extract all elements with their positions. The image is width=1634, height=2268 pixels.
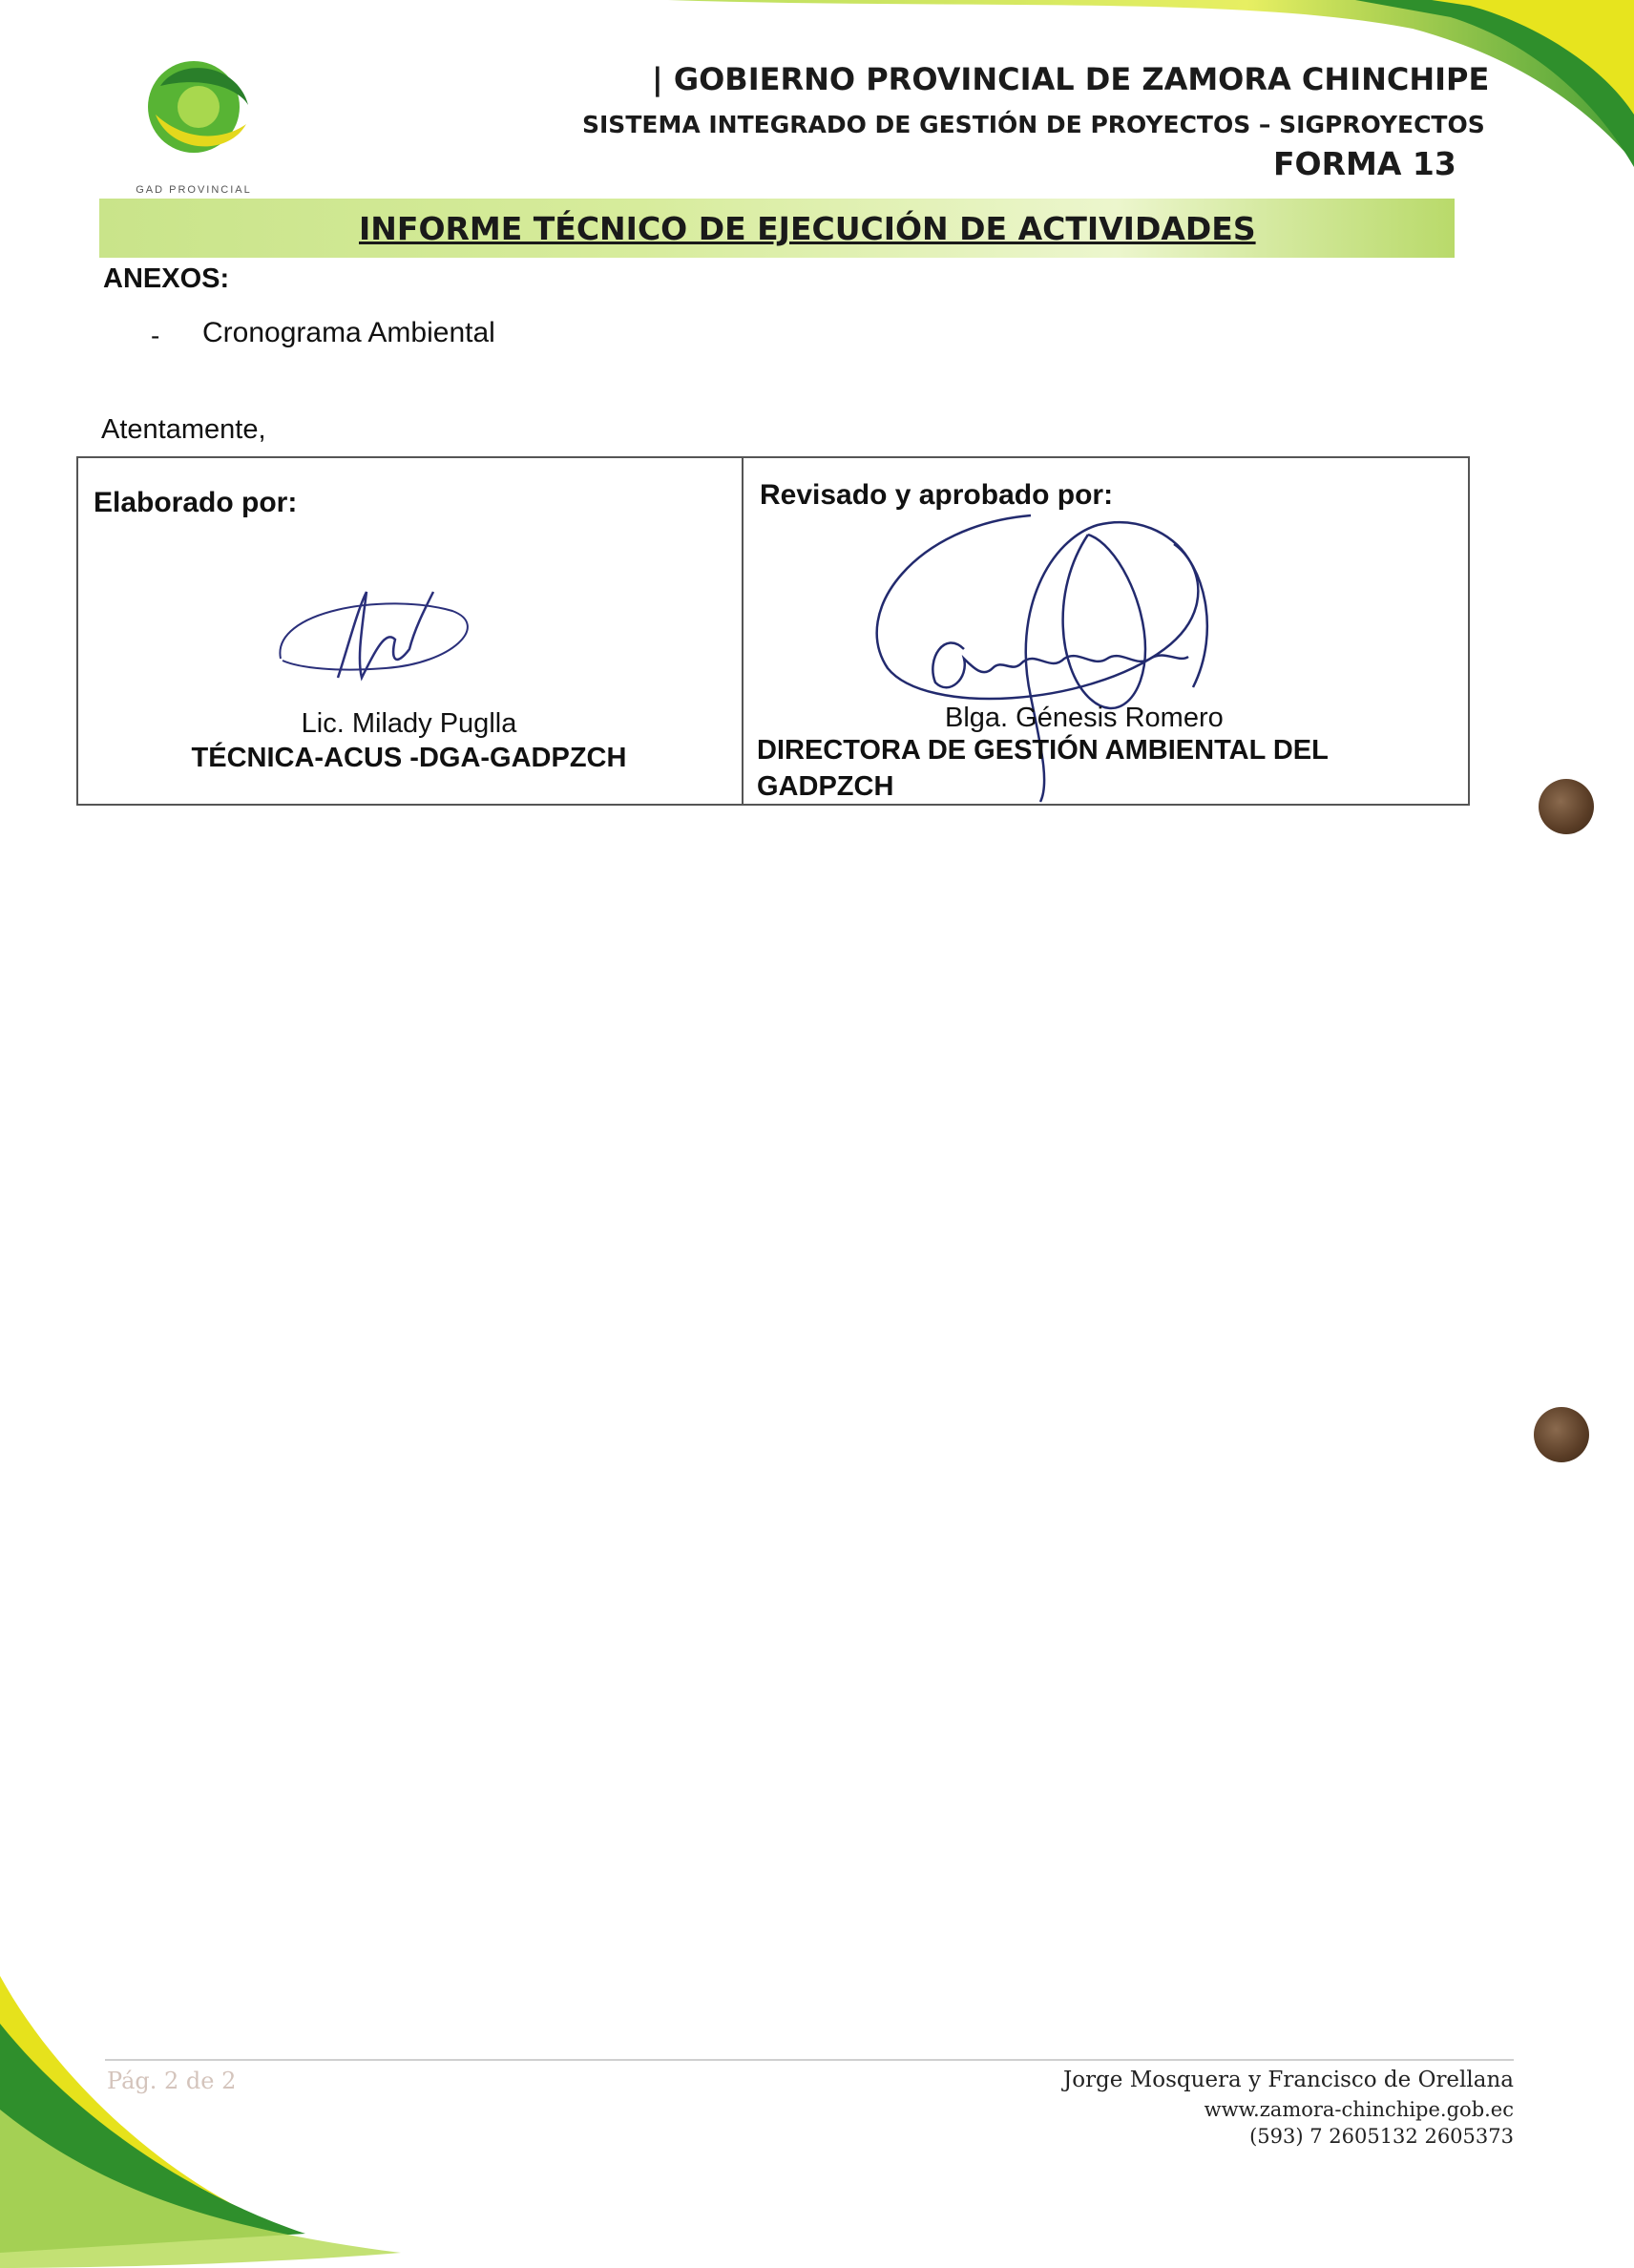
footer-phones: (593) 7 2605132 2605373 xyxy=(1249,2125,1514,2148)
prepared-by-role: TÉCNICA-ACUS -DGA-GADPZCH xyxy=(191,743,627,773)
logo-org-line1: GAD PROVINCIAL xyxy=(136,184,252,196)
approved-by-label: Revisado y aprobado por: xyxy=(760,479,1114,511)
footer-swoosh-decoration xyxy=(0,1966,496,2268)
punch-hole xyxy=(1534,1407,1589,1462)
approved-by-role-line2: GADPZCH xyxy=(757,771,894,802)
prepared-signature-icon xyxy=(271,573,481,706)
report-title: INFORME TÉCNICO DE EJECUCIÓN DE ACTIVIDADES xyxy=(359,210,1256,247)
prepared-by-label: Elaborado por: xyxy=(94,487,298,518)
annex-item: Cronograma Ambiental xyxy=(202,317,495,348)
approved-by-role-line1: DIRECTORA DE GESTIÓN AMBIENTAL DEL xyxy=(757,735,1329,766)
signature-table-divider xyxy=(742,456,744,806)
system-title: SISTEMA INTEGRADO DE GESTIÓN DE PROYECTOS – SIGPROYECTOS xyxy=(582,111,1485,138)
closing-salutation: Atentamente, xyxy=(101,414,266,445)
form-number: FORMA 13 xyxy=(1273,145,1456,182)
footer-address: Jorge Mosquera y Francisco de Orellana xyxy=(1063,2068,1514,2092)
government-title: | GOBIERNO PROVINCIAL DE ZAMORA CHINCHIPE xyxy=(652,61,1490,97)
footer-divider xyxy=(105,2059,1514,2061)
approved-by-name: Blga. Génesis Romero xyxy=(945,703,1224,733)
annexes-label: ANEXOS: xyxy=(103,263,230,294)
prepared-by-name: Lic. Milady Puglla xyxy=(301,708,517,739)
page-number: Pág. 2 de 2 xyxy=(107,2068,237,2094)
gad-logo xyxy=(103,48,284,220)
annex-bullet: - xyxy=(151,321,160,350)
logo-emblem-icon xyxy=(103,48,284,172)
punch-hole xyxy=(1539,779,1594,834)
footer-website: www.zamora-chinchipe.gob.ec xyxy=(1204,2098,1514,2121)
